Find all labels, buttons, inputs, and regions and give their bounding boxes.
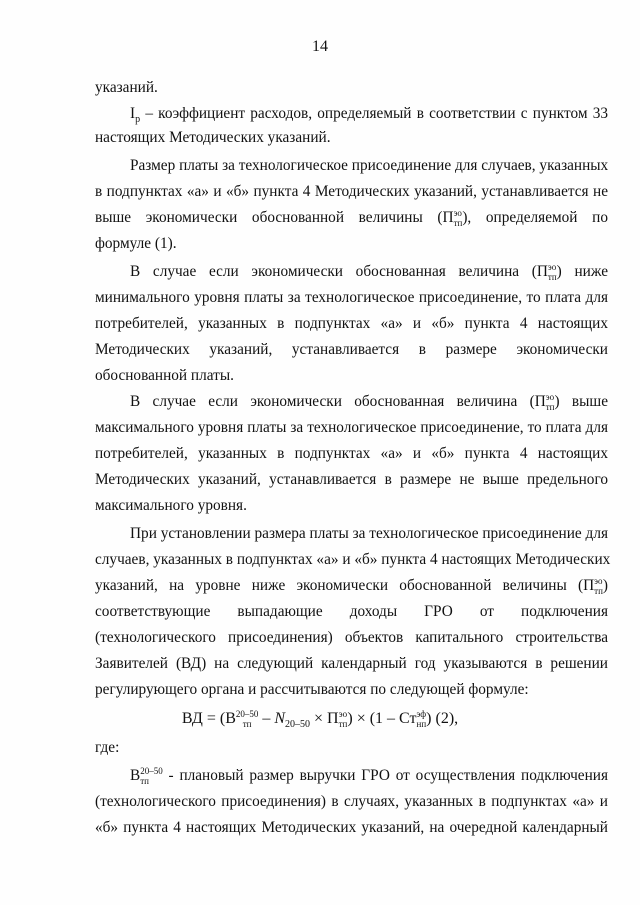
text-line: При установлении размера платы за технологическое присоединение для [130,525,608,542]
sup: 20–50 [235,708,259,719]
text-line: формуле (1). [95,235,177,252]
text-line [130,262,608,282]
sup: эо [545,391,555,402]
text-line: обоснованной платы. [95,367,234,384]
formula-part: ) (2), [426,710,459,727]
sub: тп [242,718,252,729]
text-line [130,392,608,412]
text-line: соответствующие выпадающие доходы ГРО от подключения [95,603,608,620]
text-span: – коэффициент расходов, определяемый в соответствии с пунктом 33 [145,105,608,122]
page-number: 14 [312,38,328,55]
text-span: ) выше [554,393,608,410]
text-line [95,208,608,228]
text-line: настоящих Методических указаний. [95,129,331,146]
text-line: максимального уровня. [95,497,247,514]
text-line: максимального уровня платы за технологическое присоединение, то плата для [95,419,608,436]
formula-2 [0,708,640,736]
sub: нп [416,718,427,729]
text-line: случаев, указанных в подпунктах «а» и «б» пункта 4 настоящих Методических [95,551,611,568]
formula-indices [236,710,259,729]
text-span: ) ниже [556,263,608,280]
sub: тп [140,775,149,786]
text-span: указаний, на уровне ниже экономически обоснованной величины ( [95,577,584,594]
sup: эо [453,207,462,218]
formula-part: – [258,710,275,727]
text-line: «б» пункта 4 настоящих Методических указаний, на очередной календарный [95,819,608,836]
formula-part: ВД = (В [181,710,236,727]
text-line: потребителей, указанных в подпунктах «а» и «б» пункта 4 настоящих [95,445,608,462]
var-i-sub: р [135,114,141,126]
text-line: (технологического присоединения) объектов капитального строительства [95,629,608,646]
symbol-v-indices [140,767,163,786]
sub: тп [453,217,463,228]
symbol-p: П [442,209,454,226]
text-span: В случае если экономически обоснованная величина ( [130,393,535,410]
symbol-p-indices [454,209,463,228]
text-line: потребителей, указанных в подпунктах «а» и «б» пункта 4 настоящих [95,315,608,332]
symbol-p-indices [546,393,555,412]
sup: эо [547,261,557,272]
sup: эо [338,708,348,719]
text-line: в подпунктах «а» и «б» пункта 4 Методических указаний, устанавливается не [95,183,608,200]
sub: тп [547,271,557,282]
formula-indices [417,710,427,729]
text-line: минимального уровня платы за технологическое присоединение, то плата для [95,289,608,306]
text-span: В случае если экономически обоснованная величина ( [130,263,537,280]
text-line: Методических указаний, устанавливается в размере экономически [95,341,608,358]
formula-part: × П [310,710,339,727]
text-line: указаний. [95,79,158,96]
sub: тп [338,718,348,729]
text-line: (технологического присоединения) в случаях, указанных в подпунктах «а» и [95,793,608,810]
text-span: ), определяемой по [462,209,608,226]
symbol-p: П [583,577,595,594]
formula-part: ) × (1 – Ст [347,710,417,727]
text-line: где: [95,739,120,756]
sup: 20–50 [140,765,163,776]
symbol-p: П [534,393,546,410]
symbol-p-indices [594,577,603,596]
sub: тп [545,401,555,412]
text-span: ) [602,577,608,594]
symbol-v: В [130,767,141,784]
sup: эф [416,708,427,719]
sup: эо [594,575,603,586]
var-i: I [130,105,136,122]
text-line: Размер платы за технологическое присоединение для случаев, указанных [130,157,609,174]
text-line [130,104,608,130]
text-line [130,766,608,786]
text-line: регулирующего органа и рассчитываются по следующей формуле: [95,681,529,698]
sub: 20–50 [285,719,311,731]
formula-var-n: N [274,710,286,727]
symbol-p-indices [548,263,557,282]
symbol-p: П [536,263,548,280]
text-span: - плановый размер выручки ГРО от осуществления подключения [168,767,608,784]
text-line [95,576,608,596]
sub: тп [594,585,603,596]
text-line: Заявителей (ВД) на следующий календарный год указываются в решении [95,655,608,672]
text-line: Методических указаний, устанавливается в размере не выше предельного [95,471,608,488]
text-span: выше экономически обоснованной величины ( [95,209,443,226]
